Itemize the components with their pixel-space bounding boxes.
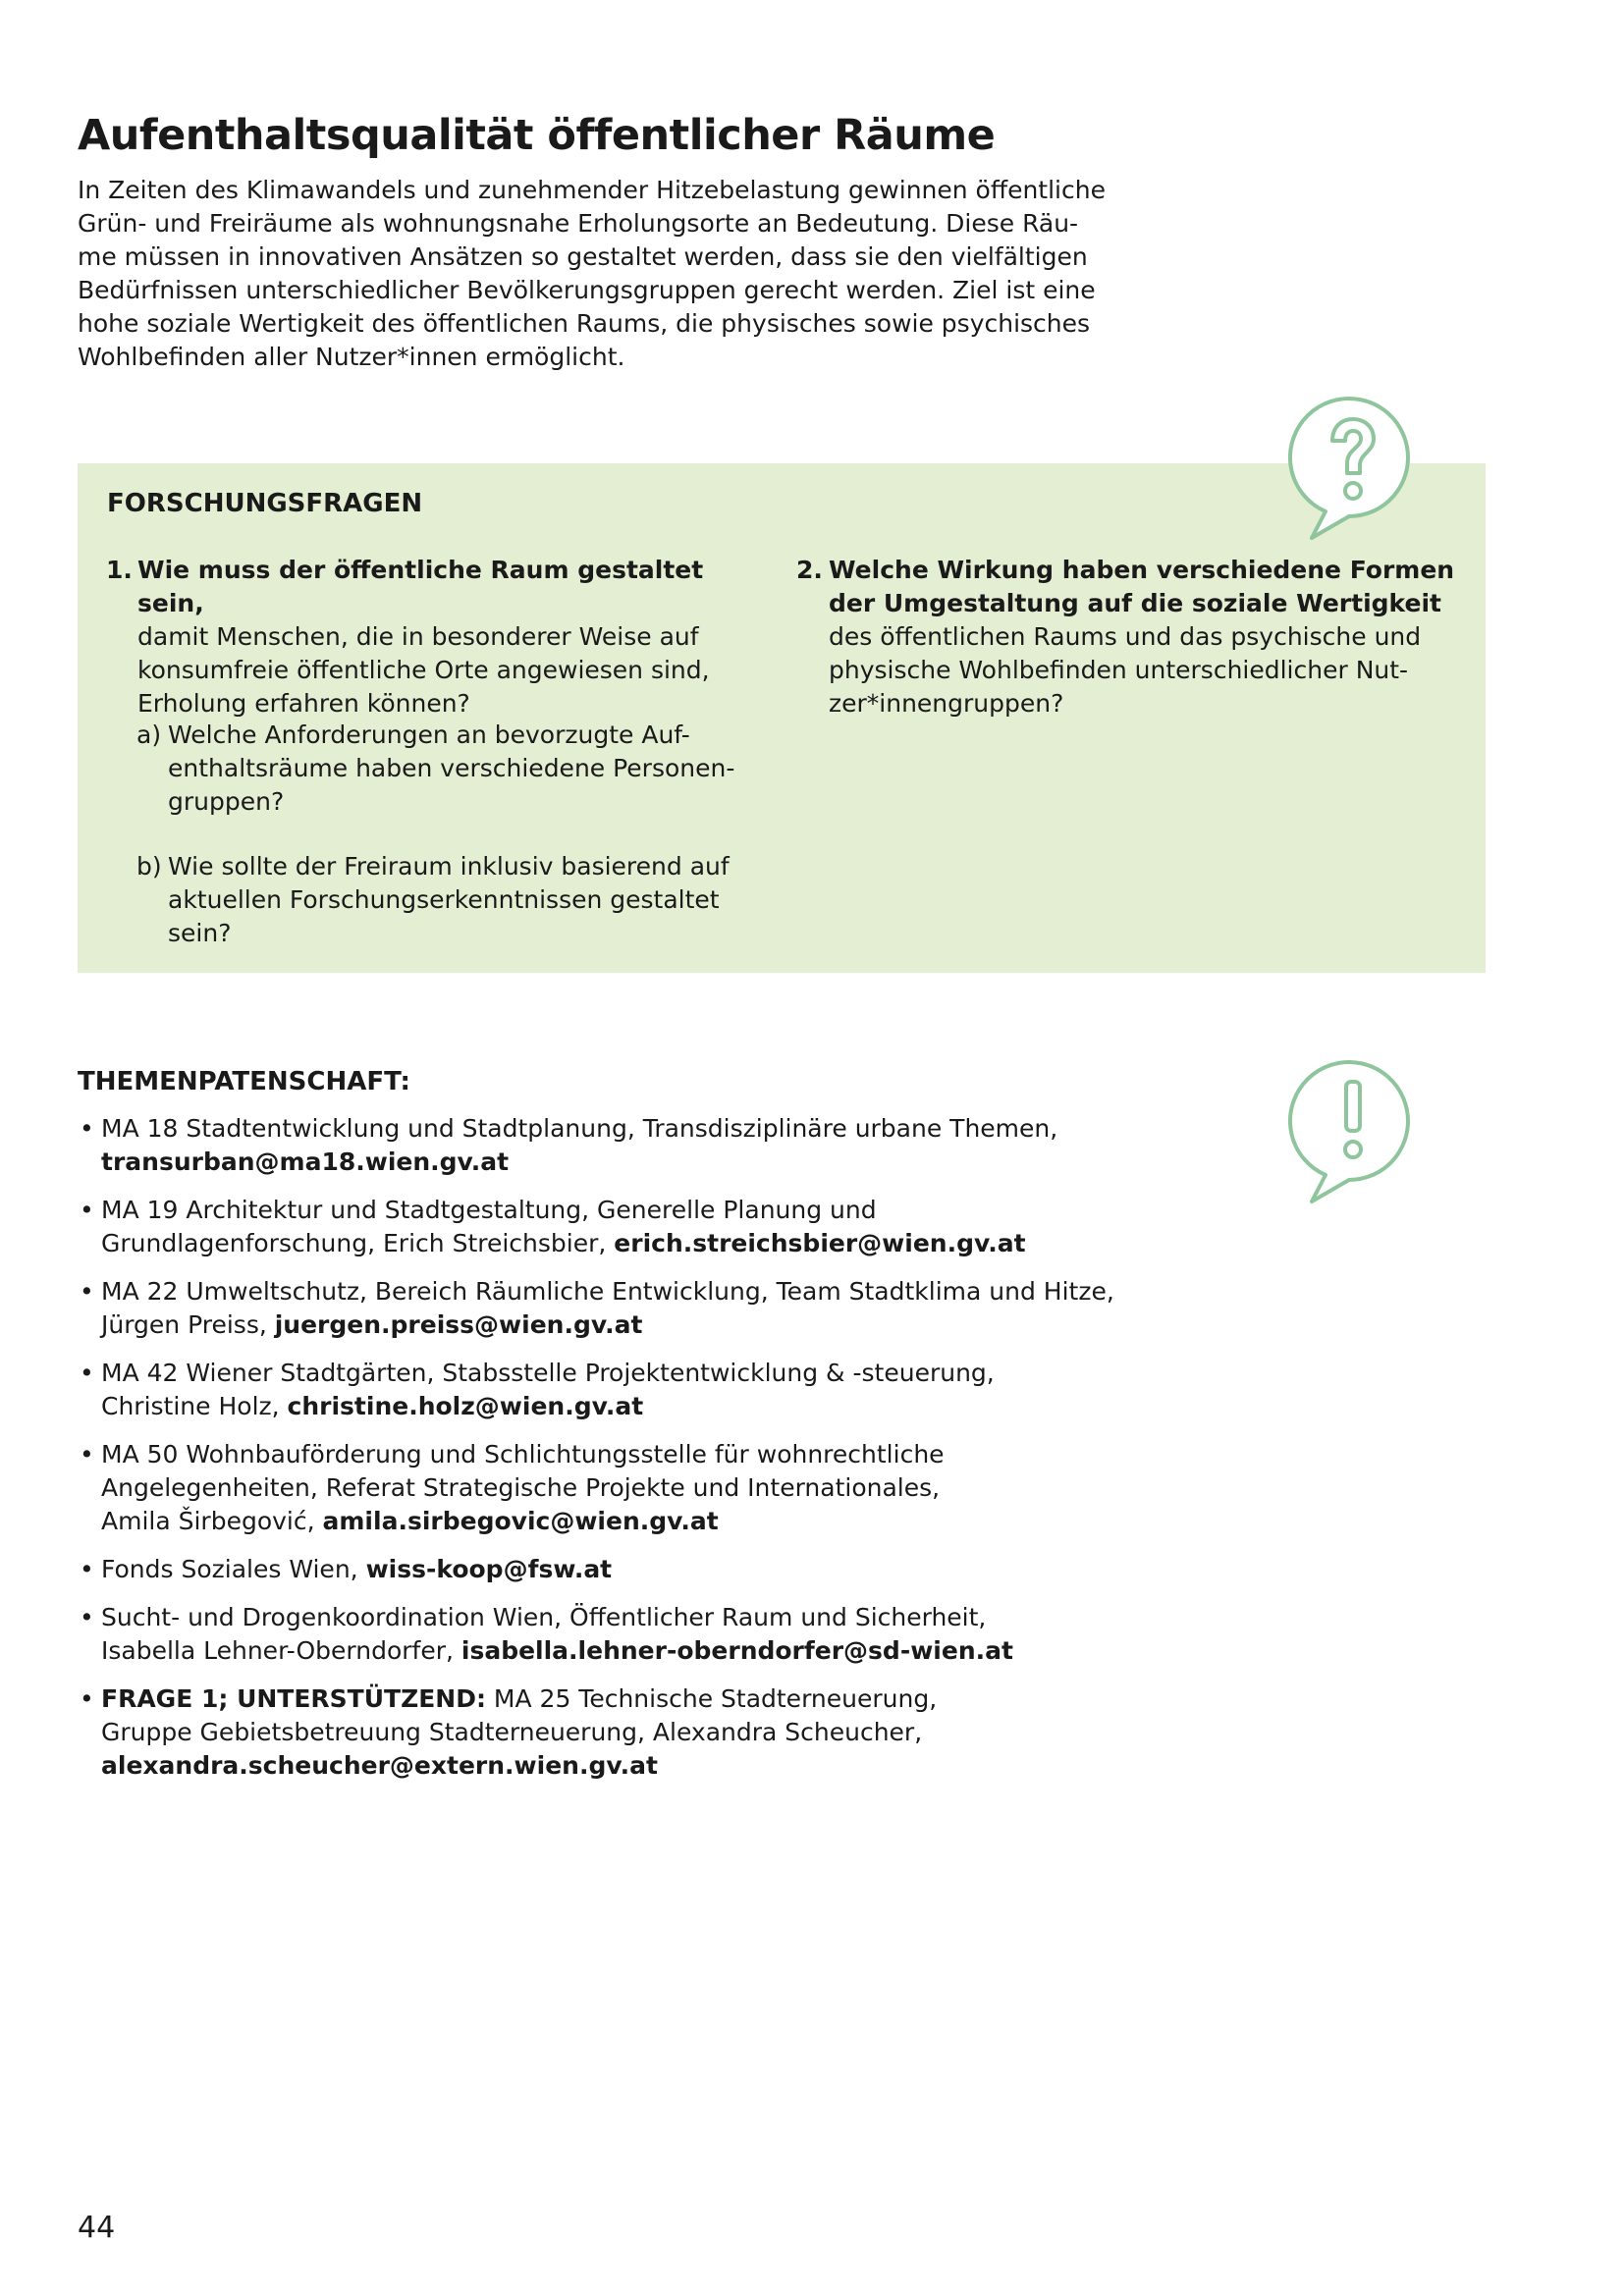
- item-text: MA 19 Architektur und Stadtgestaltung, Generelle Planung und Grundlagenforschung, Erich Streichsbier,: [101, 1196, 877, 1257]
- bullet: •: [80, 1440, 94, 1468]
- question-lead: Welche Wirkung haben verschiedene Formen der Umgestaltung auf die soziale Wertigkeit: [829, 556, 1455, 617]
- patronage-list: [78, 1112, 1177, 1797]
- item-text: MA 42 Wiener Stadtgärten, Stabsstelle Projektentwicklung & -steuerung, Christine Holz,: [101, 1359, 995, 1420]
- email-link[interactable]: erich.streichsbier@wien.gv.at: [614, 1229, 1026, 1257]
- question-number: 1.: [106, 556, 133, 584]
- email-link[interactable]: alexandra.scheucher@extern.wien.gv.at: [101, 1751, 658, 1780]
- page-title: Aufenthaltsqualität öffentlicher Räume: [78, 111, 996, 160]
- item-text: MA 22 Umweltschutz, Bereich Räumliche Entwicklung, Team Stadtklima und Hitze, Jürgen Preiss,: [101, 1277, 1114, 1339]
- question-speech-bubble-icon: [1288, 395, 1416, 542]
- intro-paragraph: In Zeiten des Klimawandels und zunehmender Hitzebelastung gewinnen öffentliche Grün- und Freiräume als wohnungsnahe Erholungsorte an Bedeutung. Diese Räu- me müssen in innovativen Ansätzen so gestaltet werden, dass sie den vielfältigen Bedürfnissen unterschiedlicher Bevölkerungsgruppen gerecht werden. Ziel ist eine hohe soziale Wertigkeit des öffentlichen Raums, die physisches sowie psychisches Wohlbefinden aller Nutzer*innen ermöglicht.: [78, 176, 1106, 371]
- item-text: Fonds Soziales Wien,: [101, 1555, 366, 1583]
- sub-question-text: Wie sollte der Freiraum inklusiv basierend auf aktuellen Forschungserkenntnissen gestaltet sein?: [168, 852, 730, 947]
- email-link[interactable]: isabella.lehner-oberndorfer@sd-wien.at: [460, 1636, 1013, 1665]
- list-item: [78, 1357, 1177, 1423]
- item-text: MA 50 Wohnbauförderung und Schlichtungsstelle für wohnrechtliche Angelegenheiten, Referat Strategische Projekte und Internationales, Amila Širbegović,: [101, 1440, 945, 1535]
- list-item: [78, 1553, 1177, 1586]
- bullet: •: [80, 1603, 94, 1631]
- bullet: •: [80, 1114, 94, 1143]
- bullet: •: [80, 1359, 94, 1387]
- question-number: 2.: [796, 556, 823, 584]
- bullet: •: [80, 1555, 94, 1583]
- item-text: MA 25 Technische Stadterneuerung, Gruppe Gebietsbetreuung Stadterneuerung, Alexandra Scheucher,: [101, 1684, 938, 1746]
- item-text: Sucht- und Drogenkoordination Wien, Öffentlicher Raum und Sicherheit, Isabella Lehner-Oberndorfer,: [101, 1603, 987, 1665]
- bullet: •: [80, 1196, 94, 1224]
- question-body: [137, 554, 766, 721]
- sub-question-label: b): [136, 852, 162, 881]
- list-item: [78, 1112, 1177, 1179]
- sub-question-label: a): [136, 721, 162, 749]
- list-item: [78, 1601, 1177, 1668]
- bullet: •: [80, 1684, 94, 1713]
- question-lead: Wie muss der öffentliche Raum gestaltet sein,: [137, 556, 704, 617]
- question-body: [829, 554, 1467, 721]
- email-link[interactable]: juergen.preiss@wien.gv.at: [274, 1310, 643, 1339]
- item-prefix: FRAGE 1; UNTERSTÜTZEND:: [101, 1684, 486, 1713]
- email-link[interactable]: wiss-koop@fsw.at: [365, 1555, 613, 1583]
- question-text: des öffentlichen Raums und das psychische und physische Wohlbefinden unterschiedlicher Nut- zer*innengruppen?: [829, 622, 1422, 718]
- email-link[interactable]: transurban@ma18.wien.gv.at: [101, 1148, 510, 1176]
- bullet: •: [80, 1277, 94, 1306]
- list-item: [78, 1438, 1177, 1538]
- patronage-title: THEMENPATENSCHAFT:: [78, 1067, 410, 1096]
- email-link[interactable]: christine.holz@wien.gv.at: [287, 1392, 644, 1420]
- question-text: damit Menschen, die in besonderer Weise auf konsumfreie öffentliche Orte angewiesen sind, Erholung erfahren können?: [137, 622, 710, 718]
- item-text: MA 18 Stadtentwicklung und Stadtplanung, Transdisziplinäre urbane Themen,: [101, 1114, 1058, 1143]
- list-item: [78, 1275, 1177, 1342]
- exclamation-speech-bubble-icon: [1288, 1058, 1416, 1205]
- email-link[interactable]: amila.sirbegovic@wien.gv.at: [322, 1507, 719, 1535]
- research-questions-title: FORSCHUNGSFRAGEN: [107, 489, 423, 518]
- page-number: 44: [78, 2211, 116, 2245]
- sub-question-text: Welche Anforderungen an bevorzugte Auf- enthaltsräume haben verschiedene Personen- gruppen?: [168, 721, 735, 816]
- list-item: [78, 1194, 1177, 1260]
- list-item: [78, 1682, 1177, 1783]
